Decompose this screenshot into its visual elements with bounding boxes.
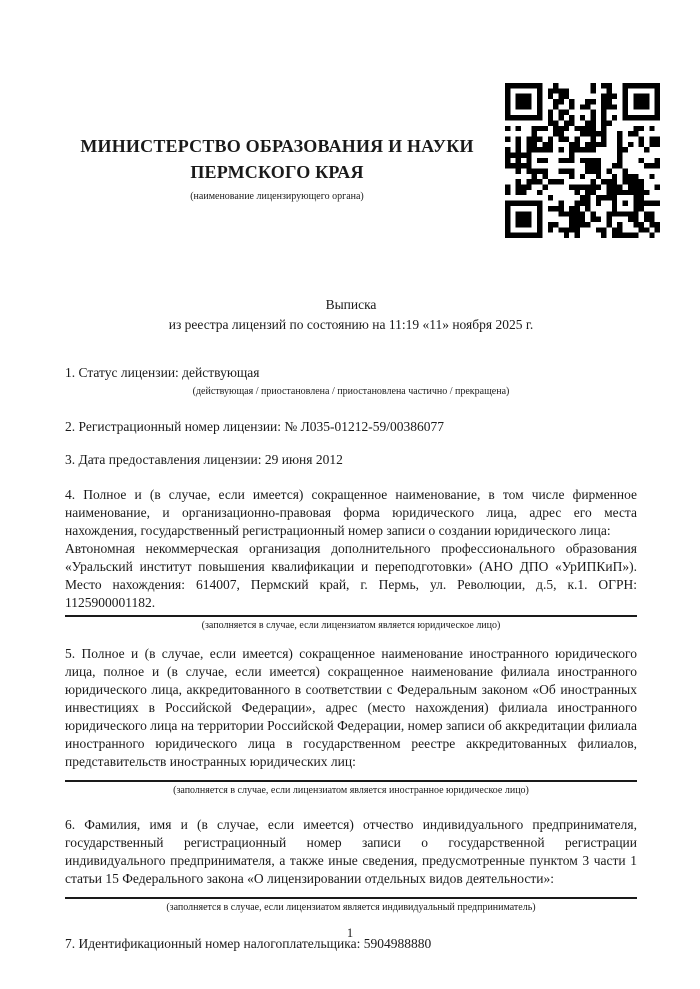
item-individual-entrepreneur-text: 6. Фамилия, имя и (в случае, если имеется) отчество индивидуального предпринимателя, государственный регистрационный номер записи о государственной регистрации индивидуального предпринимателя, а также иные сведения, предусмотренные пунктом 3 части 1 статьи 15 Федерального закона «О лицензировании отдельных видов деятельности»:: [65, 817, 637, 886]
issuing-authority-header: [62, 133, 492, 203]
item-taxpayer-number-text: 7. Идентификационный номер налогоплательщика: 5904988880: [65, 936, 432, 951]
item-foreign-entity-caption: (заполняется в случае, если лицензиатом является иностранное юридическое лицо): [173, 785, 529, 796]
item-license-status-caption: (действующая / приостановлена / приостановлена частично / прекращена): [192, 386, 510, 397]
item-legal-entity-caption: (заполняется в случае, если лицензиатом является юридическое лицо): [201, 620, 501, 631]
fill-line: [65, 615, 637, 617]
item-legal-entity-text: 4. Полное и (в случае, если имеется) сокращенное наименование, в том числе фирменное наименование, и организационно-правовая форма юридического лица, адрес его места нахождения, государственный регистрационный номер записи о создании юридического лица:: [65, 487, 637, 538]
document-title: [65, 295, 637, 335]
item-license-date-text: 3. Дата предоставления лицензии: 29 июня 2012: [65, 452, 343, 467]
fill-line: [65, 897, 637, 899]
authority-name: [62, 133, 492, 185]
authority-caption: (наименование лицензирующего органа): [190, 191, 364, 202]
qr-code-icon: [505, 83, 660, 238]
page-number: 1: [346, 926, 354, 940]
item-legal-entity: [65, 486, 637, 632]
document-body: [65, 295, 637, 953]
document-title-line1: Выписка: [325, 297, 377, 312]
item-individual-entrepreneur-caption: (заполняется в случае, если лицензиатом является индивидуальный предприниматель): [166, 902, 536, 913]
item-foreign-entity: [65, 645, 637, 797]
item-license-status-text: 1. Статус лицензии: действующая: [65, 365, 260, 380]
authority-name-line2: ПЕРМСКОГО КРАЯ: [190, 162, 364, 182]
document-title-line2: из реестра лицензий по состоянию на 11:19 «11» ноября 2025 г.: [168, 317, 534, 332]
item-legal-entity-value: Автономная некоммерческая организация дополнительного профессионального образования «Уральский институт повышения квалификации и переподготовки» (АНО ДПО «УрИПКиП»). Место нахождения: 614007, Пермский край, г. Пермь, ул. Революции, д.5, к.1. ОГРН: 1125900001182.: [65, 541, 637, 610]
item-foreign-entity-text: 5. Полное и (в случае, если имеется) сокращенное наименование иностранного юридического лица, полное и (в случае, если имеется) сокращенное наименование филиала иностранного юридического лица, аккредитованного в соответствии с Федеральным законом «Об иностранных инвестициях в Российской Федерации», адрес (место нахождения) филиала иностранного юридического лица на территории Российской Федерации, номер записи об аккредитации филиала иностранного юридического лица в государственном реестре аккредитованных филиалов, представительств иностранных юридических лиц:: [65, 646, 637, 769]
qr-code-svg: [505, 83, 660, 238]
item-license-date: [65, 451, 637, 469]
item-registration-number-text: 2. Регистрационный номер лицензии: № Л035-01212-59/00386077: [65, 419, 445, 434]
authority-name-line1: МИНИСТЕРСТВО ОБРАЗОВАНИЯ И НАУКИ: [80, 136, 474, 156]
item-license-status: [65, 364, 637, 398]
fill-line: [65, 780, 637, 782]
item-individual-entrepreneur: [65, 816, 637, 914]
item-registration-number: [65, 418, 637, 436]
